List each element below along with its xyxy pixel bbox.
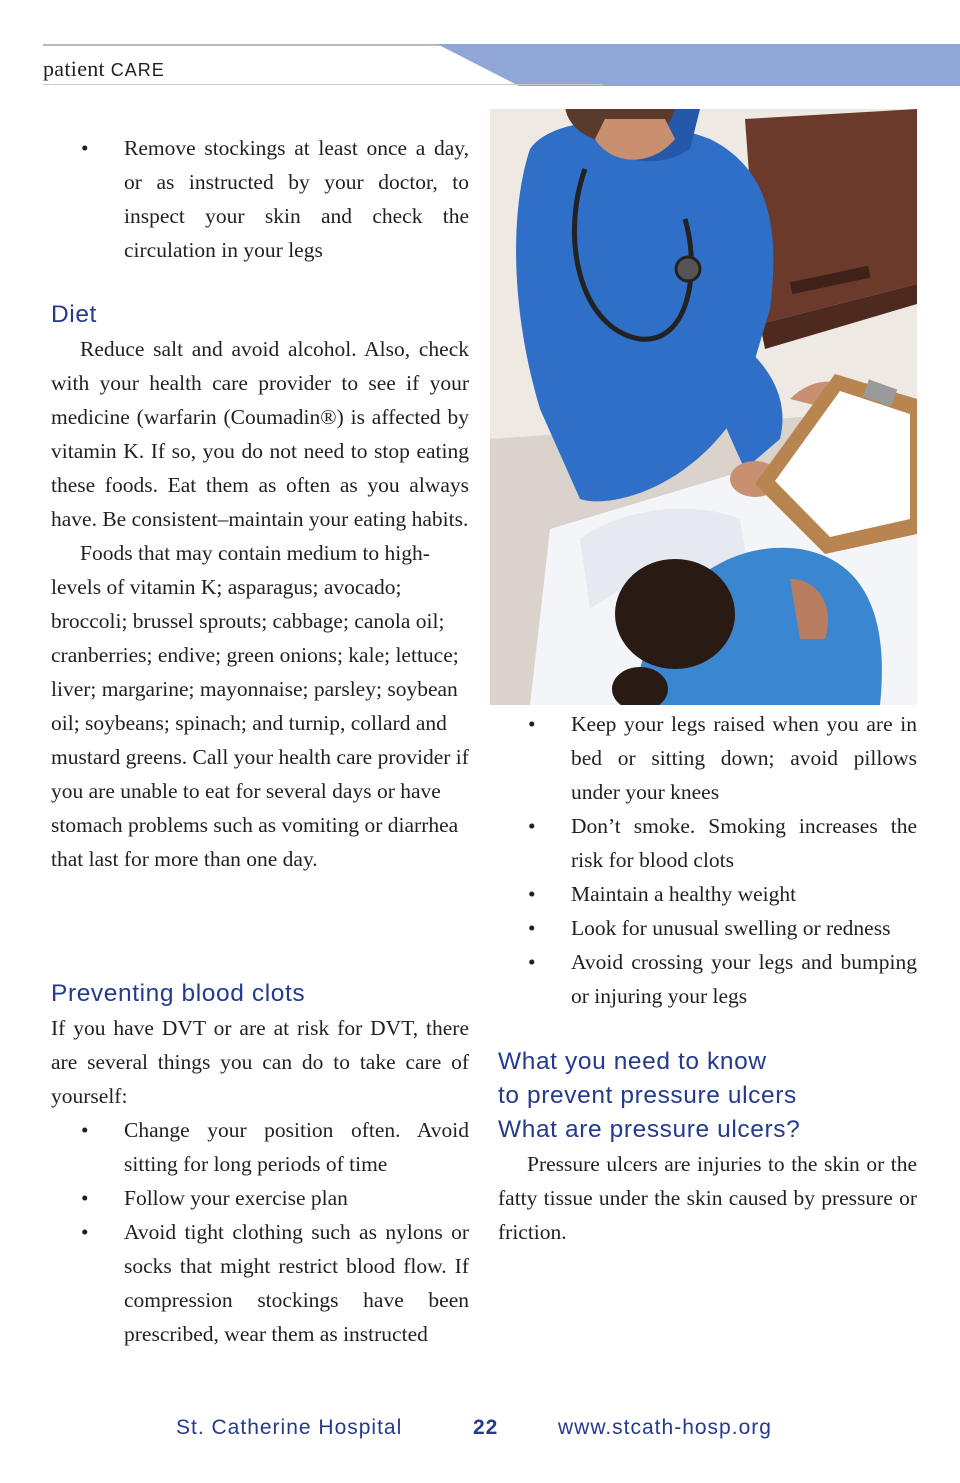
bullet-dot: • [81, 1118, 89, 1142]
bullet-dot: • [81, 136, 89, 160]
list-item [51, 131, 469, 267]
pressure-ulcers-subheading: What are pressure ulcers? [498, 1116, 801, 1143]
list-item [51, 1113, 469, 1181]
bullet-dot: • [528, 882, 536, 906]
diet-paragraph-2: Foods that may contain medium to high-levels of vitamin K; asparagus; avocado; broccoli; brussel sprouts; cabbage; canola oil; cranberries; endive; green onions; kale; lettuce; liver; margarine; mayonnaise; parsley; soybean oil; soybeans; spinach; and turnip, collard and mustard greens. Call your health care provider if you are unable to eat for several days or have stomach problems such as vomiting or diarrhea that last for more than one day. [51, 541, 469, 871]
bullet-text: Follow your exercise plan [124, 1186, 348, 1210]
pressure-ulcers-body: Pressure ulcers are injuries to the skin or the fatty tissue under the skin caused by pressure or friction. [498, 1152, 917, 1244]
section-title-lower: patient [43, 56, 105, 81]
blood-clots-intro: If you have DVT or are at risk for DVT, there are several things you can do to take care of yourself: [51, 1016, 469, 1108]
footer-hospital-name: St. Catherine Hospital [176, 1416, 403, 1439]
bullet-text: Avoid tight clothing such as nylons or socks that might restrict blood flow. If compression stockings have been prescribed, wear them as instructed [124, 1220, 469, 1346]
list-item [498, 877, 917, 911]
bullet-dot: • [81, 1220, 89, 1244]
pressure-ulcers-heading-line1: What you need to know [498, 1048, 767, 1075]
bullet-dot: • [528, 950, 536, 974]
bullet-dot: • [528, 916, 536, 940]
list-item [498, 809, 917, 877]
bullet-dot: • [81, 1186, 89, 1210]
section-title-caps: CARE [110, 60, 165, 80]
page-number: 22 [473, 1416, 499, 1439]
section-title [43, 56, 165, 82]
blood-clots-section [51, 977, 469, 1351]
bullet-text: Maintain a healthy weight [571, 882, 797, 906]
footer-website-link[interactable]: www.stcath-hosp.org [558, 1416, 772, 1439]
bullet-dot: • [528, 814, 536, 838]
blood-clots-bullet-list [51, 1113, 469, 1351]
list-item [51, 1215, 469, 1351]
photo-illustration [490, 109, 917, 705]
bullet-text: Change your position often. Avoid sitting for long periods of time [124, 1118, 469, 1176]
diet-paragraph-1: Reduce salt and avoid alcohol. Also, check with your health care provider to see if your medicine (warfarin (Coumadin®) is affected by vitamin K. If so, you do not need to stop eating these foods. Eat them as often as you always have. Be consistent–maintain your eating habits. [51, 337, 469, 531]
pressure-ulcers-heading-line2: to prevent pressure ulcers [498, 1082, 797, 1109]
list-item [498, 707, 917, 809]
stocking-bullet-list [51, 131, 469, 267]
bullet-dot: • [528, 712, 536, 736]
pressure-ulcers-section [498, 1045, 917, 1249]
nurse-patient-photo [490, 109, 917, 705]
blood-clots-heading: Preventing blood clots [51, 980, 306, 1007]
header-underline [43, 84, 603, 85]
list-item [51, 1181, 469, 1215]
bullet-text: Keep your legs raised when you are in bed or sitting down; avoid pillows under your knees [571, 712, 917, 804]
bullet-text: Look for unusual swelling or redness [571, 916, 891, 940]
list-item [498, 945, 917, 1013]
header-accent-band [437, 44, 960, 86]
bullet-text: Avoid crossing your legs and bumping or injuring your legs [571, 950, 917, 1008]
right-column [498, 707, 917, 1013]
diet-section [51, 298, 469, 876]
diet-heading: Diet [51, 301, 97, 328]
list-item [498, 911, 917, 945]
leg-care-bullet-list [498, 707, 917, 1013]
bullet-text: Don’t smoke. Smoking increases the risk for blood clots [571, 814, 917, 872]
left-column [51, 131, 469, 267]
bullet-text: Remove stockings at least once a day, or as instructed by your doctor, to inspect your skin and check the circulation in your legs [124, 136, 469, 262]
